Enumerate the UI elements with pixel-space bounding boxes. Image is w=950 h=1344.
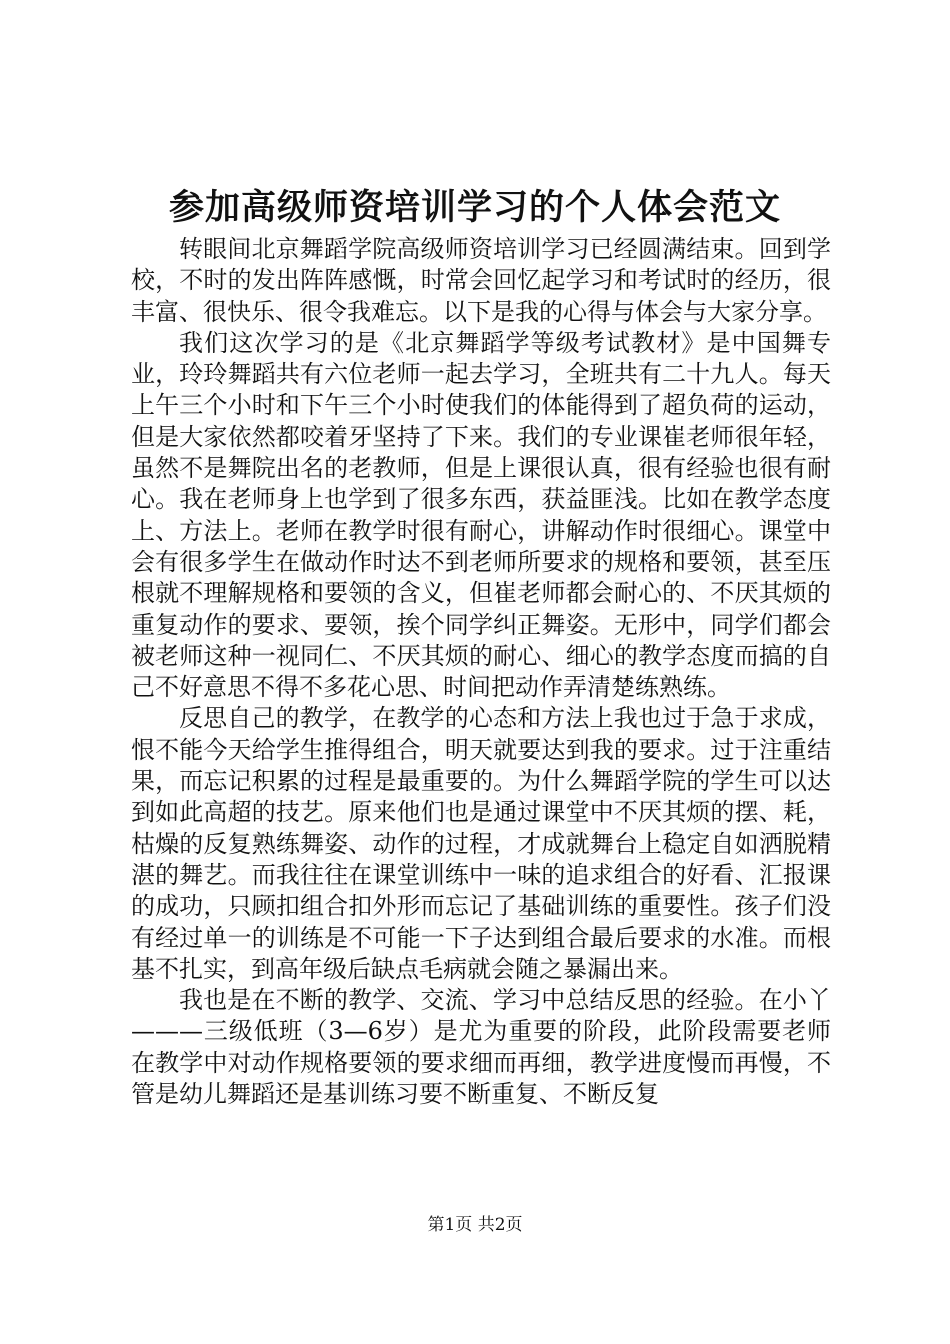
paragraph-3: 反思自己的教学，在教学的心态和方法上我也过于急于求成，恨不能今天给学生推得组合，明天就要达到我的要求。过于注重结果，而忘记积累的过程是最重要的。为什么舞蹈学院的学生可以达到如此高超的技艺。原来他们也是通过课堂中不厌其烦的摆、耗，枯燥的反复熟练舞姿、动作的过程，才成就舞台上稳定自如洒脱精湛的舞艺。而我往往在课堂训练中一味的追求组合的好看、汇报课的成功，只顾扣组合扣外形而忘记了基础训练的重要性。孩子们没有经过单一的训练是不可能一下子达到组合最后要求的水准。而根基不扎实，到高年级后缺点毛病就会随之暴漏出来。: [131, 704, 831, 983]
paragraph-1: 转眼间北京舞蹈学院高级师资培训学习已经圆满结束。回到学校，不时的发出阵阵感慨，时常会回忆起学习和考试时的经历，很丰富、很快乐、很令我难忘。以下是我的心得与体会与大家分享。: [131, 235, 831, 326]
paragraph-2: 我们这次学习的是《北京舞蹈学等级考试教材》是中国舞专业，玲玲舞蹈共有六位老师一起去学习，全班共有二十九人。每天上午三个小时和下午三个小时使我们的体能得到了超负荷的运动，但是大家依然都咬着牙坚持了下来。我们的专业课崔老师很年轻，虽然不是舞院出名的老教师，但是上课很认真，很有经验也很有耐心。我在老师身上也学到了很多东西，获益匪浅。比如在教学态度上、方法上。老师在教学时很有耐心，讲解动作时很细心。课堂中会有很多学生在做动作时达不到老师所要求的规格和要领，甚至压根就不理解规格和要领的含义，但崔老师都会耐心的、不厌其烦的重复动作的要求、要领，挨个同学纠正舞姿。无形中，同学们都会被老师这种一视同仁、不厌其烦的耐心、细心的教学态度而搞的自己不好意思不得不多花心思、时间把动作弄清楚练熟练。: [131, 328, 831, 702]
paragraph-4: 我也是在不断的教学、交流、学习中总结反思的经验。在小丫———三级低班（3—6岁）是尤为重要的阶段，此阶段需要老师在教学中对动作规格要领的要求细而再细，教学进度慢而再慢，不管是幼儿舞蹈还是基训练习要不断重复、不断反复: [131, 986, 831, 1109]
document-body: [131, 234, 831, 1110]
document-title: 参加高级师资培训学习的个人体会范文: [168, 187, 781, 228]
page-footer: 第1页 共2页: [427, 1215, 523, 1235]
